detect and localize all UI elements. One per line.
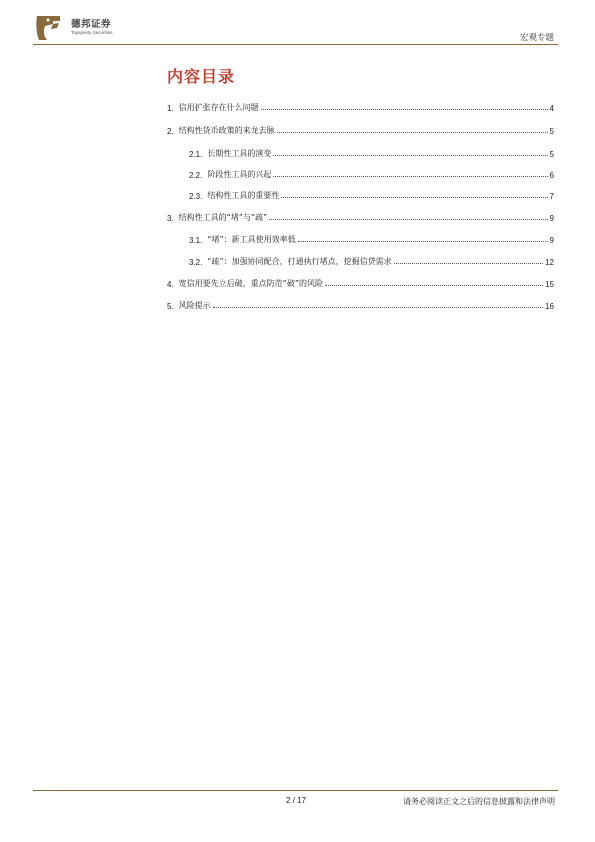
toc-entry-page: 9 [549,214,554,223]
disclosure-notice: 请务必阅读正文之后的信息披露和法律声明 [403,797,555,806]
toc-dot-leader [273,155,547,156]
toc-entry-page: 7 [549,192,554,201]
toc-dot-leader [261,109,548,110]
toc-dot-leader [273,176,547,177]
toc-entry-2[interactable] [167,124,554,136]
toc-entry-page: 6 [549,171,554,180]
toc-entry-2-2[interactable] [189,168,554,180]
toc-entry-label: 结构性货币政策的来龙去脉 [178,126,275,135]
toc-entry-label: 结构性工具的重要性 [207,191,280,200]
brand-name-en: Topsperity Securities [71,30,113,35]
toc-entry-number: 1. [167,104,174,113]
toc-entry-label: 结构性工具的“堵”与“疏” [178,213,268,222]
toc-entry-label: “堵”：新工具使用效率低 [207,235,296,244]
toc-entry-3-1[interactable] [189,233,554,245]
toc-entry-page: 15 [545,280,554,289]
toc-entry-page: 4 [549,104,554,113]
toc-entry-number: 5. [167,302,174,311]
toc-dot-leader [269,219,547,220]
toc-entry-3[interactable] [167,211,554,223]
toc-entry-number: 3.2. [189,258,203,267]
toc-dot-leader [277,132,548,133]
toc-entry-page: 12 [545,258,554,267]
toc-entry-3-2[interactable] [189,255,554,267]
footer-divider [33,790,558,791]
toc-entry-number: 2. [167,127,174,136]
toc-entry-2-3[interactable] [189,189,554,201]
toc-entry-number: 2.1. [189,150,203,159]
toc-entry-label: 信用扩张存在什么问题 [178,103,259,112]
toc-entry-label: 宽信用要先立后破，重点防范“破”的风险 [178,279,323,288]
page-number: 2 / 17 [286,796,307,805]
brand-logo [33,12,153,44]
toc-entry-label: 长期性工具的演变 [207,149,272,158]
toc-entry-number: 2.3. [189,192,203,201]
toc-entry-number: 4. [167,280,174,289]
toc-entry-2-1[interactable] [189,147,554,159]
toc-entry-number: 3.1. [189,236,203,245]
toc-entry-number: 3. [167,214,174,223]
brand-logo-icon [33,12,65,44]
toc-dot-leader [213,307,543,308]
toc-entry-page: 5 [549,150,554,159]
toc-entry-label: “疏”：加强协同配合，打通执行堵点，挖掘信贷需求 [207,257,392,266]
toc-dot-leader [394,263,543,264]
toc-dot-leader [298,241,548,242]
toc-dot-leader [281,197,547,198]
header-divider [33,44,558,45]
toc-entry-number: 2.2. [189,171,203,180]
toc-entry-label: 风险提示 [178,301,211,310]
toc-entry-label: 阶段性工具的兴起 [207,170,272,179]
toc-entry-1[interactable] [167,101,554,113]
toc-entry-page: 5 [549,127,554,136]
brand-name-cn: 德邦证券 [71,19,112,30]
toc-entry-5[interactable] [167,299,554,311]
toc-entry-4[interactable] [167,277,554,289]
report-section-label: 宏观专题 [519,33,554,43]
toc-entry-page: 9 [549,236,554,245]
toc-dot-leader [325,285,543,286]
toc-title: 内容目录 [167,67,236,86]
toc-entry-page: 16 [545,302,554,311]
